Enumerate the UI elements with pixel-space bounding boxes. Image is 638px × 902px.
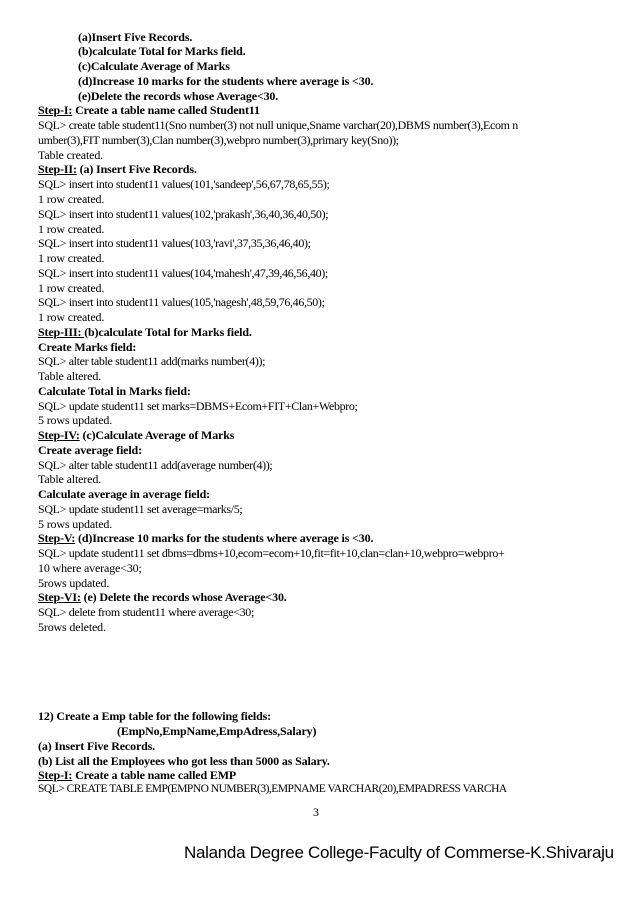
step6-label: Step-VI: (38, 590, 81, 604)
row-created-2: 1 row created. (38, 222, 105, 236)
step1-sql-line1: SQL> create table student11(Sno number(3) not null unique,Sname varchar(20),DBMS number(3),Ecom n (38, 118, 518, 132)
row-created-5: 1 row created. (38, 310, 105, 324)
row-created-3: 1 row created. (38, 251, 105, 265)
step2-heading (38, 162, 197, 176)
step6-heading (38, 590, 287, 604)
step4-sql2: SQL> update student11 set average=marks/5; (38, 502, 243, 516)
q12-sql: SQL> CREATE TABLE EMP(EMPNO NUMBER(3),EMPNAME VARCHAR(20),EMPADRESS VARCHA (38, 783, 507, 795)
step4-sub1: Create average field: (38, 443, 142, 457)
step3-heading (38, 325, 252, 339)
task-d: (d)Increase 10 marks for the students where average is <30. (78, 74, 374, 88)
step1-sql-line2: umber(3),FIT number(3),Clan number(3),webpro number(3),primary key(Sno)); (38, 133, 399, 147)
q12-fields: (EmpNo,EmpName,EmpAdress,Salary) (117, 724, 317, 738)
q12-part-a: (a) Insert Five Records. (38, 739, 156, 753)
step3-sub2: Calculate Total in Marks field: (38, 384, 191, 398)
step6-result: 5rows deleted. (38, 620, 106, 634)
insert-2: SQL> insert into student11 values(102,'prakash',36,40,36,40,50); (38, 207, 329, 221)
task-e: (e)Delete the records whose Average<30. (78, 89, 279, 103)
step2-label: Step-II: (38, 162, 77, 176)
task-c: (c)Calculate Average of Marks (78, 59, 230, 73)
step1-title: Create a table name called Student11 (72, 103, 260, 117)
task-b: (b)calculate Total for Marks field. (78, 44, 246, 58)
row-created-4: 1 row created. (38, 281, 105, 295)
q12-part-b: (b) List all the Employees who got less than 5000 as Salary. (38, 754, 330, 768)
step4-res2: 5 rows updated. (38, 517, 113, 531)
step4-sub2: Calculate average in average field: (38, 487, 211, 501)
step4-sql1: SQL> alter table student11 add(average number(4)); (38, 458, 273, 472)
step5-label: Step-V: (38, 531, 76, 545)
step3-label: Step-III: (38, 325, 85, 339)
insert-1: SQL> insert into student11 values(101,'sandeep',56,67,78,65,55); (38, 177, 330, 191)
row-created-1: 1 row created. (38, 192, 105, 206)
step4-label: Step-IV: (38, 428, 80, 442)
insert-5: SQL> insert into student11 values(105,'nagesh',48,59,76,46,50); (38, 295, 325, 309)
step4-title: (c)Calculate Average of Marks (79, 428, 235, 442)
q12-step1-heading (38, 768, 236, 782)
q12-step1-title: Create a table name called EMP (72, 768, 237, 782)
step1-heading (38, 103, 260, 117)
step3-sql1: SQL> alter table student11 add(marks number(4)); (38, 354, 266, 368)
step5-heading (38, 531, 373, 545)
step2-title: (a) Insert Five Records. (76, 162, 197, 176)
step1-result: Table created. (38, 148, 104, 162)
step3-sub1: Create Marks field: (38, 340, 137, 354)
q12-step1-label: Step-I: (38, 768, 73, 782)
step3-res1: Table altered. (38, 369, 102, 383)
step4-heading (38, 428, 234, 442)
step5-sql-line1: SQL> update student11 set dbms=dbms+10,ecom=ecom+10,fit=fit+10,clan=clan+10,webpro=webpro+ (38, 546, 505, 560)
step5-sql-line2: 10 where average<30; (38, 561, 142, 575)
step5-result: 5rows updated. (38, 576, 110, 590)
insert-3: SQL> insert into student11 values(103,'ravi',37,35,36,46,40); (38, 236, 311, 250)
step3-title: (b)calculate Total for Marks field. (84, 325, 252, 339)
insert-4: SQL> insert into student11 values(104,'mahesh',47,39,46,56,40); (38, 266, 328, 280)
step3-res2: 5 rows updated. (38, 413, 113, 427)
q12-title: 12) Create a Emp table for the following fields: (38, 709, 271, 723)
step4-res1: Table altered. (38, 472, 102, 486)
task-a: (a)Insert Five Records. (78, 30, 193, 44)
step5-title: (d)Increase 10 marks for the students where average is <30. (75, 531, 374, 545)
step6-title: (e) Delete the records whose Average<30. (80, 590, 287, 604)
step3-sql2: SQL> update student11 set marks=DBMS+Ecom+FIT+Clan+Webpro; (38, 399, 358, 413)
step1-label: Step-I: (38, 103, 73, 117)
page-footer: Nalanda Degree College-Faculty of Commerse-K.Shivaraju (184, 843, 614, 862)
step6-sql: SQL> delete from student11 where average<30; (38, 605, 254, 619)
page-number: 3 (313, 805, 319, 819)
